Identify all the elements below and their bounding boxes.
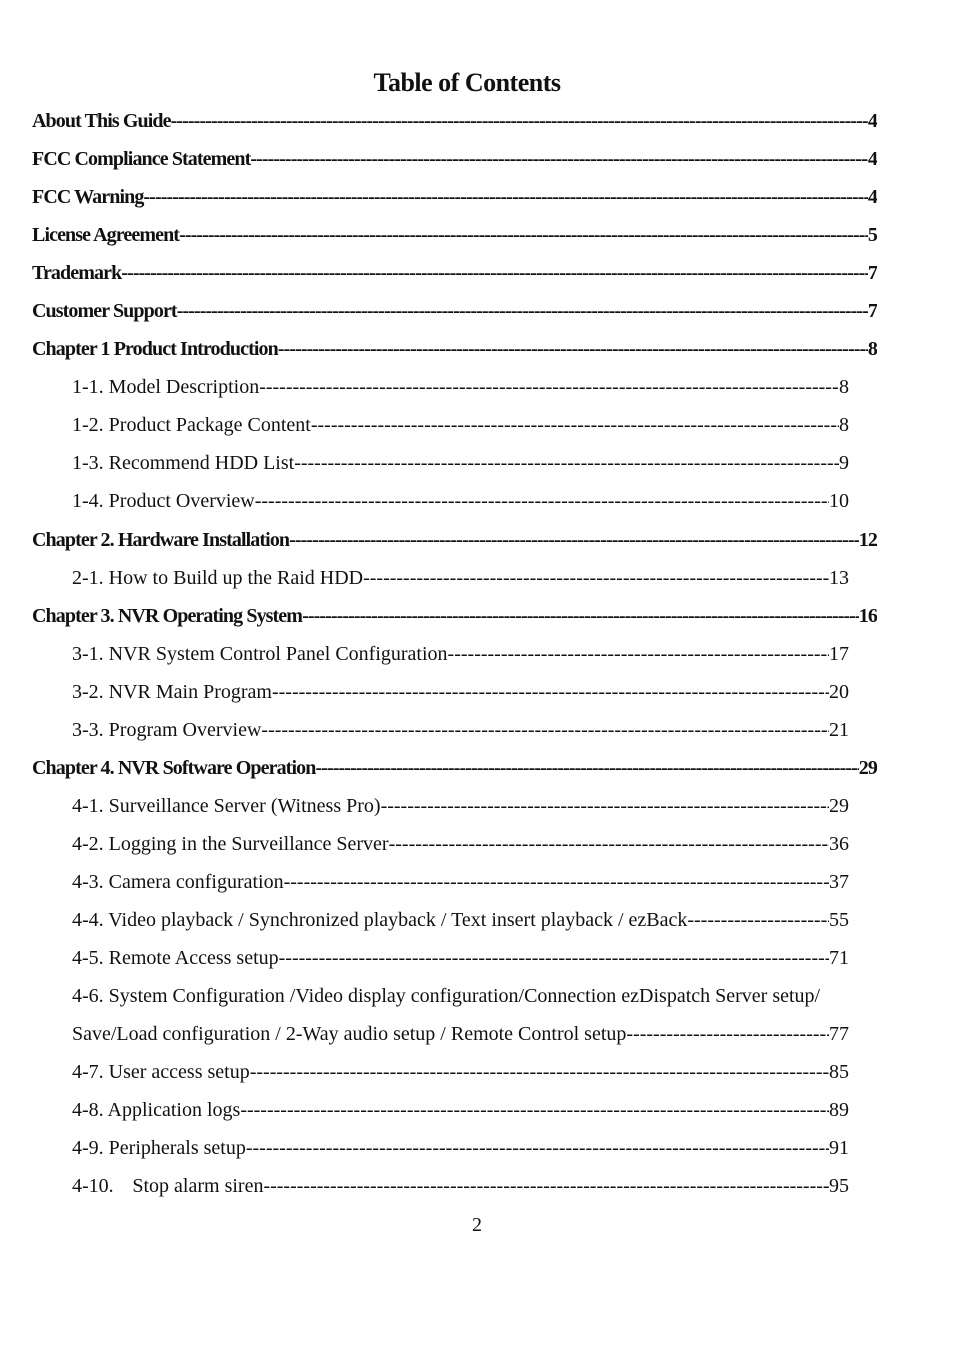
toc-leader <box>289 527 859 553</box>
toc-entry-chapter-3[interactable] <box>32 603 877 629</box>
toc-entry-page: 36 <box>829 833 849 855</box>
toc-entry-1-4[interactable] <box>72 488 849 514</box>
toc-entry-label: FCC Compliance Statement <box>32 148 251 170</box>
toc-entry-label: 3-3. Program Overview <box>72 719 262 741</box>
toc-entry-page: 29 <box>829 795 849 817</box>
toc-entry-page: 4 <box>867 186 877 208</box>
toc-entry-label: FCC Warning <box>32 186 144 208</box>
toc-entry-label: 2-1. How to Build up the Raid HDD <box>72 567 364 589</box>
toc-entry-4-6-continued[interactable] <box>72 1021 849 1047</box>
toc-leader <box>171 108 868 134</box>
toc-leader <box>278 336 868 362</box>
toc-entry-4-2[interactable] <box>72 831 849 857</box>
toc-entry-label: 1-4. Product Overview <box>72 490 255 512</box>
toc-leader <box>250 146 868 172</box>
toc-entry-page: 85 <box>829 1061 849 1083</box>
toc-entry-license-agreement[interactable] <box>32 222 877 248</box>
toc-entry-4-10[interactable] <box>72 1173 849 1199</box>
toc-entry-page: 55 <box>829 909 849 931</box>
toc-entry-label: Chapter 2. Hardware Installation <box>32 529 290 551</box>
toc-entry-page: 95 <box>829 1175 849 1197</box>
toc-entry-page: 13 <box>829 567 849 589</box>
toc-entry-4-7[interactable] <box>72 1059 849 1085</box>
toc-entry-number: 4-10. <box>72 1175 114 1197</box>
toc-entry-chapter-2[interactable] <box>32 527 877 553</box>
toc-title: Table of Contents <box>373 68 561 97</box>
toc-entry-page: 29 <box>858 757 877 779</box>
toc-entry-page: 77 <box>829 1023 849 1045</box>
toc-entry-label: Trademark <box>32 262 122 284</box>
toc-leader <box>250 1059 829 1085</box>
toc-entry-label: 4-8. Application logs <box>72 1099 241 1121</box>
toc-leader <box>381 793 829 819</box>
toc-leader <box>448 641 829 667</box>
toc-entry-label: About This Guide <box>32 110 171 132</box>
page-number: 2 <box>472 1214 482 1236</box>
toc-entry-label: 4-7. User access setup <box>72 1061 250 1083</box>
toc-entry-1-2[interactable] <box>72 412 849 438</box>
toc-entry-page: 8 <box>839 376 849 398</box>
toc-entry-page: 16 <box>858 605 877 627</box>
toc-entry-trademark[interactable] <box>32 260 877 286</box>
toc-entry-4-5[interactable] <box>72 945 849 971</box>
toc-leader <box>284 869 829 895</box>
toc-entry-label: 4-1. Surveillance Server (Witness Pro) <box>72 795 381 817</box>
toc-entry-label: 1-1. Model Description <box>72 376 260 398</box>
toc-entry-3-1[interactable] <box>72 641 849 667</box>
toc-leader <box>177 298 868 324</box>
toc-leader <box>259 374 839 400</box>
toc-leader <box>687 907 829 933</box>
toc-entry-3-2[interactable] <box>72 679 849 705</box>
toc-leader <box>255 488 829 514</box>
toc-entry-page: 9 <box>839 452 849 474</box>
toc-entry-chapter-1[interactable] <box>32 336 877 362</box>
toc-entry-label: Chapter 4. NVR Software Operation <box>32 757 316 779</box>
toc-entry-page: 8 <box>867 338 877 360</box>
toc-leader <box>246 1135 829 1161</box>
toc-entry-label: Stop alarm siren <box>132 1175 264 1197</box>
toc-entry-page: 20 <box>829 681 849 703</box>
toc-leader <box>294 450 839 476</box>
toc-entry-page: 7 <box>867 300 877 322</box>
toc-leader <box>363 565 829 591</box>
toc-entry-2-1[interactable] <box>72 565 849 591</box>
toc-entry-label: 3-1. NVR System Control Panel Configuration <box>72 643 448 665</box>
toc-entry-1-3[interactable] <box>72 450 849 476</box>
toc-entry-about-this-guide[interactable] <box>32 108 877 134</box>
toc-entry-4-8[interactable] <box>72 1097 849 1123</box>
toc-entry-page: 37 <box>829 871 849 893</box>
toc-entry-label: License Agreement <box>32 224 180 246</box>
toc-entry-page: 7 <box>867 262 877 284</box>
toc-entry-page: 5 <box>867 224 877 246</box>
toc-entry-page: 10 <box>829 490 849 512</box>
toc-entry-label: 4-6. System Configuration /Video display configuration/Connection ezDispatch Server setup/ <box>72 985 821 1007</box>
toc-entry-page: 17 <box>829 643 849 665</box>
toc-leader <box>261 717 829 743</box>
toc-entry-4-6[interactable] <box>72 983 884 1009</box>
toc-entry-label: 1-2. Product Package Content <box>72 414 311 436</box>
toc-entry-chapter-4[interactable] <box>32 755 877 781</box>
toc-leader <box>272 679 829 705</box>
toc-leader <box>143 184 867 210</box>
toc-entry-customer-support[interactable] <box>32 298 877 324</box>
toc-entry-page: 12 <box>858 529 877 551</box>
toc-entry-3-3[interactable] <box>72 717 849 743</box>
toc-entry-label: 1-3. Recommend HDD List <box>72 452 295 474</box>
toc-entry-label: 4-3. Camera configuration <box>72 871 284 893</box>
toc-leader <box>240 1097 829 1123</box>
toc-entry-label: 4-2. Logging in the Surveillance Server <box>72 833 389 855</box>
toc-entry-page: 89 <box>829 1099 849 1121</box>
toc-entry-1-1[interactable] <box>72 374 849 400</box>
toc-entry-fcc-warning[interactable] <box>32 184 877 210</box>
toc-entry-4-3[interactable] <box>72 869 849 895</box>
toc-entry-page: 71 <box>829 947 849 969</box>
toc-entry-page: 91 <box>829 1137 849 1159</box>
toc-entry-label: 4-5. Remote Access setup <box>72 947 279 969</box>
toc-entry-label: Chapter 3. NVR Operating System <box>32 605 303 627</box>
toc-entry-4-9[interactable] <box>72 1135 849 1161</box>
toc-entry-label: Chapter 1 Product Introduction <box>32 338 278 360</box>
toc-entry-fcc-compliance[interactable] <box>32 146 877 172</box>
toc-leader <box>302 603 859 629</box>
toc-leader <box>121 260 868 286</box>
toc-leader <box>315 755 858 781</box>
toc-entry-page: 21 <box>829 719 849 741</box>
toc-leader <box>626 1021 829 1047</box>
toc-entry-page: 4 <box>867 148 877 170</box>
toc-leader <box>389 831 829 857</box>
toc-leader <box>179 222 868 248</box>
toc-entry-label: Customer Support <box>32 300 177 322</box>
toc-leader <box>311 412 839 438</box>
toc-leader <box>263 1173 829 1199</box>
toc-entry-label: 4-4. Video playback / Synchronized playback / Text insert playback / ezBack <box>72 909 688 931</box>
toc-entry-page: 4 <box>867 110 877 132</box>
toc-leader <box>279 945 829 971</box>
toc-entry-4-4[interactable] <box>72 907 849 933</box>
toc-entry-label: 3-2. NVR Main Program <box>72 681 272 703</box>
toc-entry-page: 8 <box>839 414 849 436</box>
toc-entry-4-1[interactable] <box>72 793 849 819</box>
toc-entry-label: 4-9. Peripherals setup <box>72 1137 246 1159</box>
toc-entry-label: Save/Load configuration / 2-Way audio setup / Remote Control setup <box>72 1023 627 1045</box>
